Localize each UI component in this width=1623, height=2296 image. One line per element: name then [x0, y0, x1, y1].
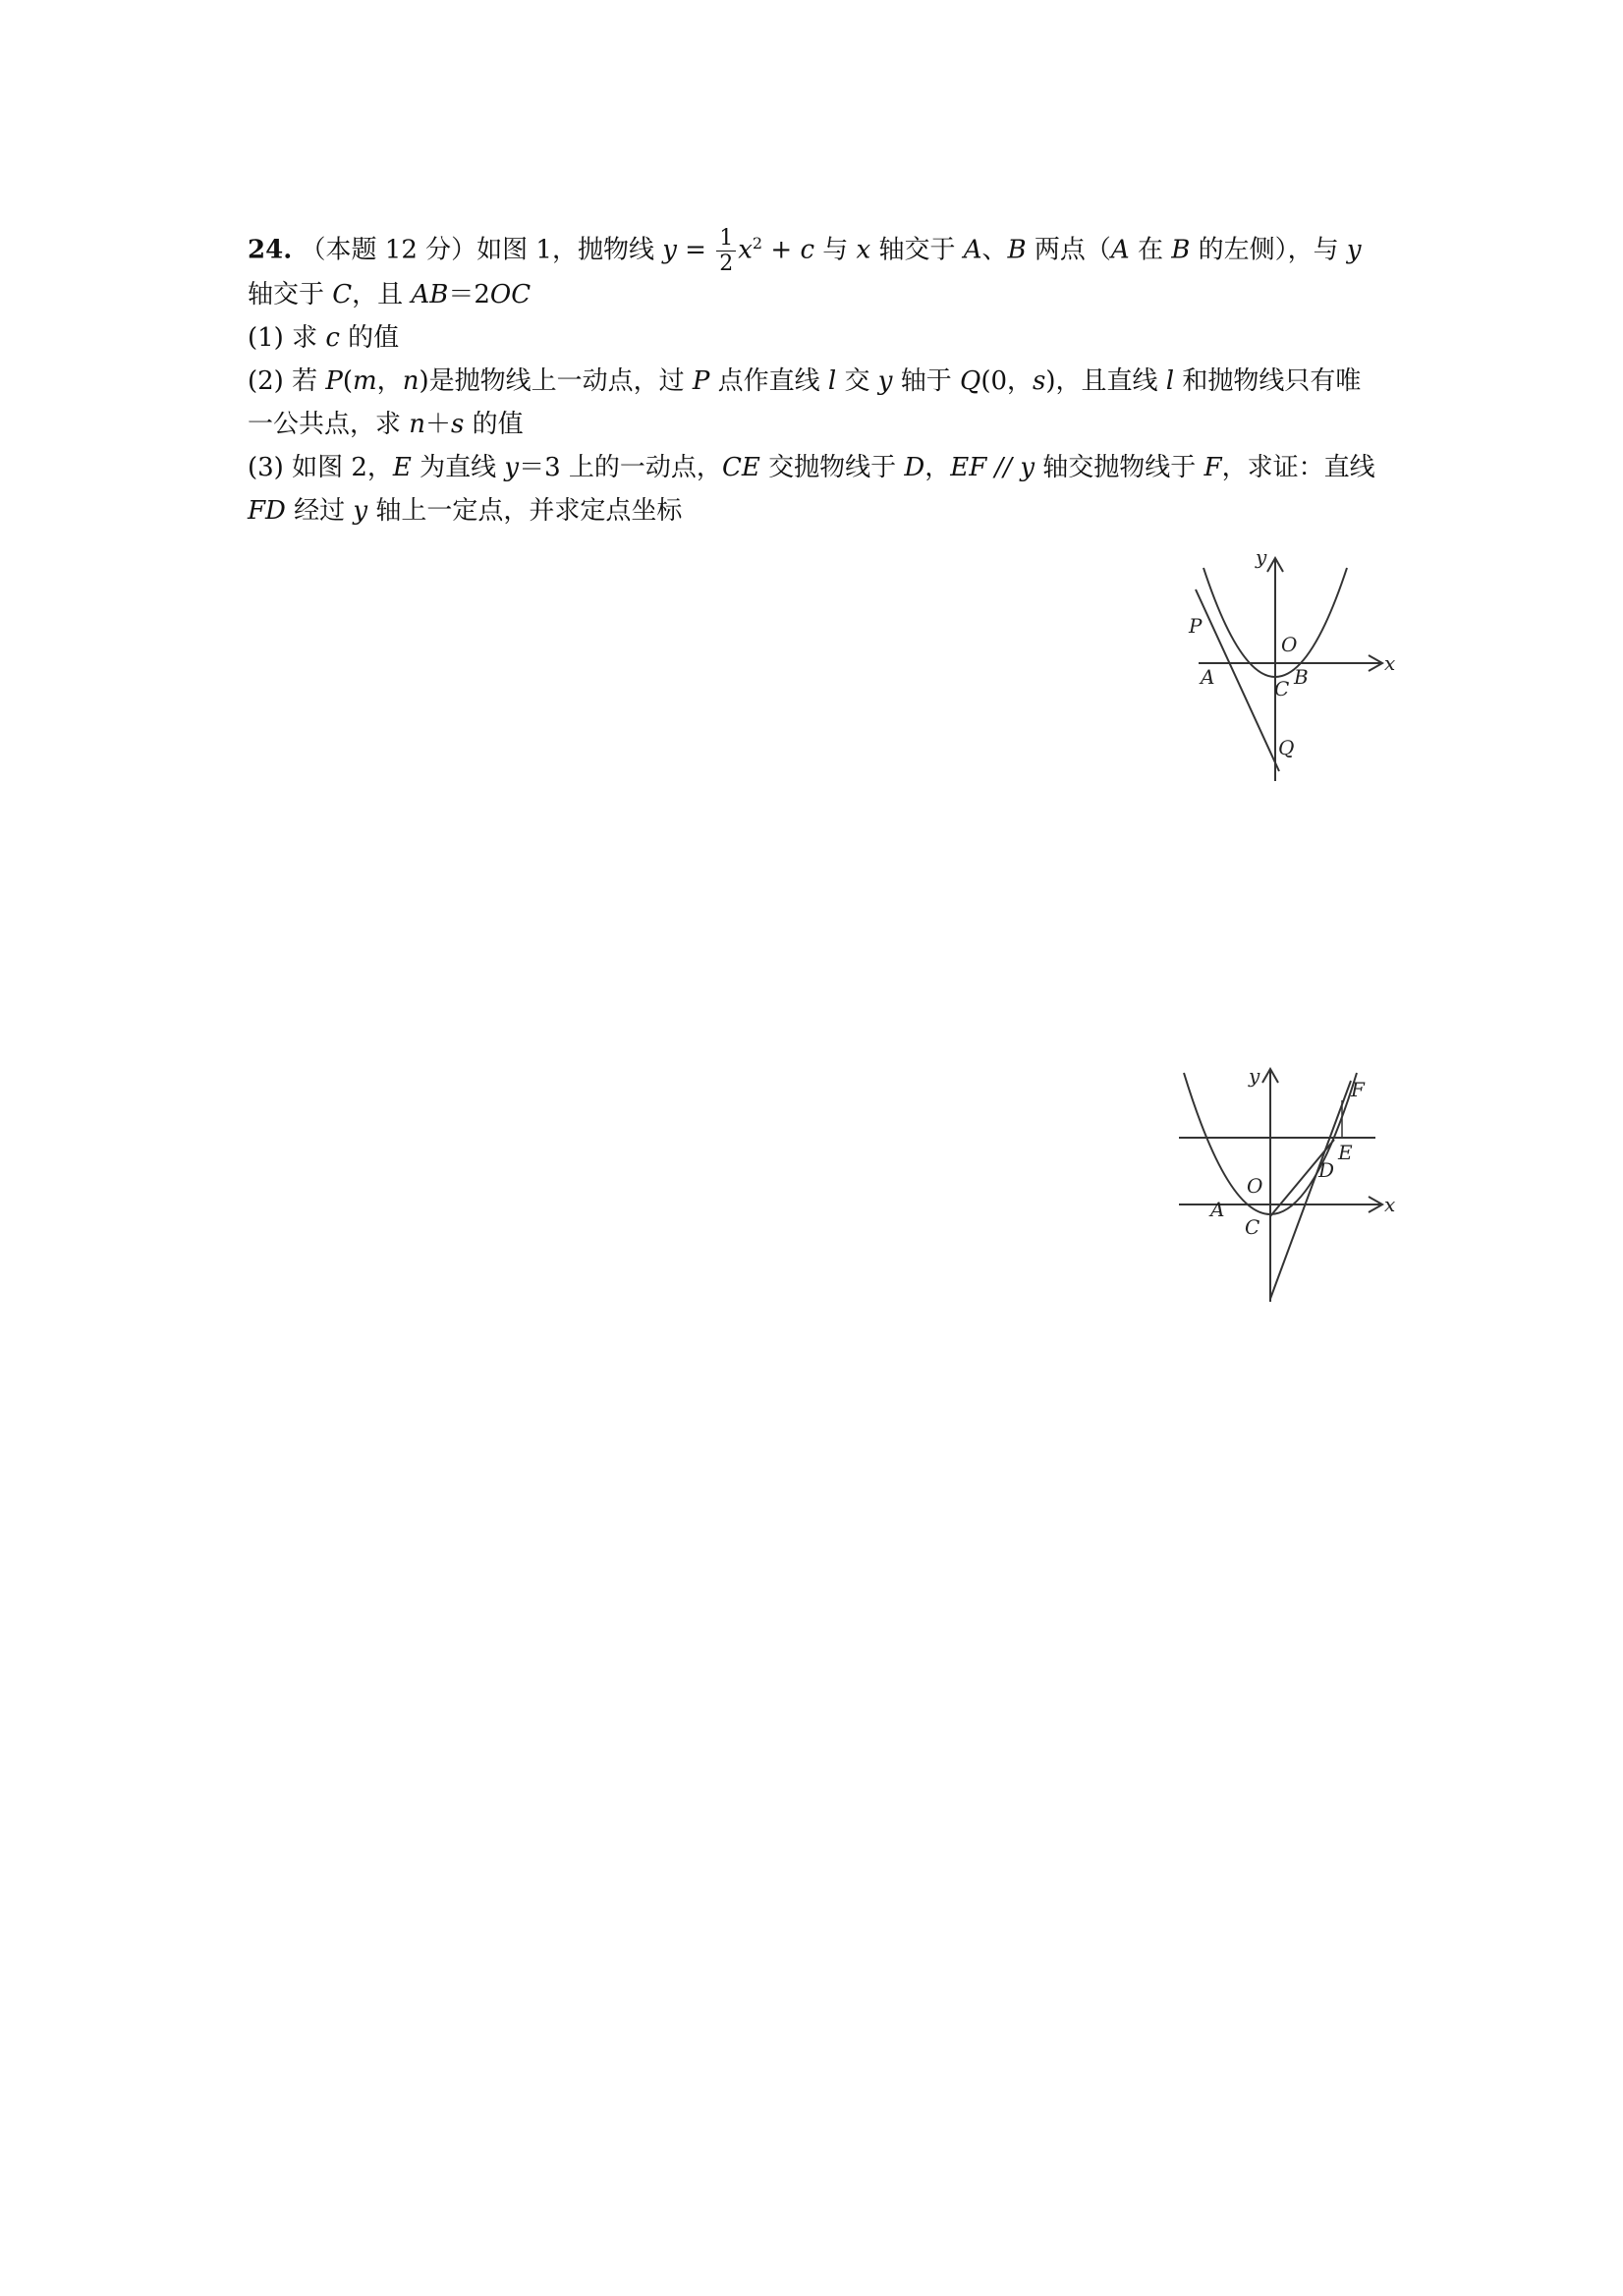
intro-text: 如图 1，抛物线: [476, 235, 654, 265]
text: 和抛物线只有唯: [1174, 366, 1362, 396]
intro-text: 、: [981, 235, 1008, 265]
line-l: l: [1165, 366, 1175, 396]
text: 为直线: [411, 453, 505, 482]
eq-y: y: [662, 235, 677, 265]
parallel-symbol: //: [986, 453, 1021, 482]
intro-text: 两点（: [1026, 235, 1111, 265]
intro-text: 轴交于: [870, 235, 964, 265]
fraction-numerator: 1: [716, 228, 736, 252]
label-O: O: [1247, 1174, 1263, 1198]
var-s: s: [1033, 366, 1046, 396]
label-y: y: [1256, 550, 1267, 569]
fraction-half: [716, 225, 736, 276]
var-m: m: [353, 366, 377, 396]
text: 交: [836, 366, 878, 396]
point-A: A: [963, 235, 982, 265]
text: (0，: [980, 366, 1033, 396]
segment-OC: OC: [489, 280, 532, 309]
problem-line-2: [248, 273, 1387, 316]
var-y: y: [877, 366, 893, 396]
label-P: P: [1189, 614, 1203, 638]
label-Q: Q: [1278, 736, 1295, 759]
label-y: y: [1249, 1064, 1260, 1088]
var-n: n: [402, 366, 420, 396]
point-P: P: [692, 366, 710, 396]
text: ＝2: [448, 280, 490, 309]
var-s: s: [451, 410, 465, 439]
segment-AB: AB: [411, 280, 449, 309]
label-x: x: [1384, 1193, 1395, 1216]
text: ，: [376, 366, 403, 396]
var-c: c: [325, 323, 340, 353]
text: ＋: [425, 410, 452, 439]
text: ＝3 上的一动点，: [519, 453, 722, 482]
label-F: F: [1351, 1078, 1365, 1101]
intro-text: 的左侧），与: [1190, 235, 1347, 265]
text: (3) 如图 2，: [248, 453, 393, 482]
text: (1) 求: [248, 323, 326, 353]
text: 点作直线: [709, 366, 828, 396]
eq-x: x: [738, 235, 753, 265]
label-E: E: [1338, 1141, 1353, 1164]
question-3-line-1: [248, 446, 1387, 489]
point-E: E: [392, 453, 412, 482]
eq-c: c: [800, 235, 814, 265]
line-FD: [1270, 1081, 1351, 1299]
point-D: D: [904, 453, 925, 482]
line-l: l: [827, 366, 837, 396]
label-x: x: [1384, 651, 1395, 675]
point-B: B: [1171, 235, 1191, 265]
question-2-line-2: [248, 403, 1387, 446]
text: 经过: [285, 496, 354, 526]
figure-1-graph: [1184, 550, 1395, 786]
score-note: （本题 12 分）: [300, 235, 477, 265]
var-y: y: [1346, 235, 1362, 265]
text: 轴于: [892, 366, 960, 396]
label-C: C: [1245, 1215, 1260, 1239]
text: 一公共点，求: [248, 410, 410, 439]
text: ，求证：直线: [1221, 453, 1375, 482]
problem-number: 24: [248, 235, 284, 265]
text: 轴交于: [248, 280, 333, 309]
intro-text: 在: [1129, 235, 1172, 265]
text: )，且直线: [1045, 366, 1166, 396]
label-A: A: [1210, 1198, 1225, 1221]
line-FD: FD: [248, 496, 286, 526]
question-3-line-2: [248, 489, 1387, 532]
label-C: C: [1274, 677, 1290, 700]
text: 的值: [464, 410, 524, 439]
figure-2-graph: [1169, 1061, 1395, 1307]
point-B: B: [1007, 235, 1027, 265]
segment-EF: EF: [950, 453, 987, 482]
text: ，且: [352, 280, 412, 309]
intro-text: 与: [814, 235, 857, 265]
figure-1: [1184, 550, 1395, 786]
text: 轴交抛物线于: [1035, 453, 1204, 482]
point-A: A: [1110, 235, 1130, 265]
eq-exponent: 2: [752, 234, 763, 252]
point-F: F: [1203, 453, 1222, 482]
question-1: [248, 316, 1387, 360]
figure-2: [1169, 1061, 1395, 1307]
text: 交抛物线于: [759, 453, 905, 482]
point-P: P: [325, 366, 343, 396]
text: 轴上一定点，并求定点坐标: [367, 496, 683, 526]
problem-24: [248, 214, 1387, 532]
problem-number-dot: .: [283, 235, 293, 265]
text: (2) 若: [248, 366, 326, 396]
label-A: A: [1201, 665, 1215, 689]
var-y: y: [504, 453, 520, 482]
var-y: y: [1020, 453, 1035, 482]
text: )是抛物线上一动点，过: [419, 366, 693, 396]
segment-CE: CE: [721, 453, 760, 482]
text: 的值: [339, 323, 400, 353]
point-C: C: [332, 280, 353, 309]
point-Q: Q: [959, 366, 981, 396]
text: (: [342, 366, 354, 396]
eq-equals: =: [676, 235, 715, 265]
text: ，: [924, 453, 951, 482]
var-y: y: [353, 496, 368, 526]
question-2-line-1: [248, 360, 1387, 403]
problem-line-1: [248, 214, 1387, 276]
label-B: B: [1294, 665, 1309, 689]
var-n: n: [409, 410, 426, 439]
fraction-denominator: 2: [719, 251, 734, 276]
label-D: D: [1318, 1158, 1335, 1182]
label-O: O: [1281, 633, 1298, 656]
var-x: x: [856, 235, 871, 265]
eq-plus: +: [762, 235, 801, 265]
